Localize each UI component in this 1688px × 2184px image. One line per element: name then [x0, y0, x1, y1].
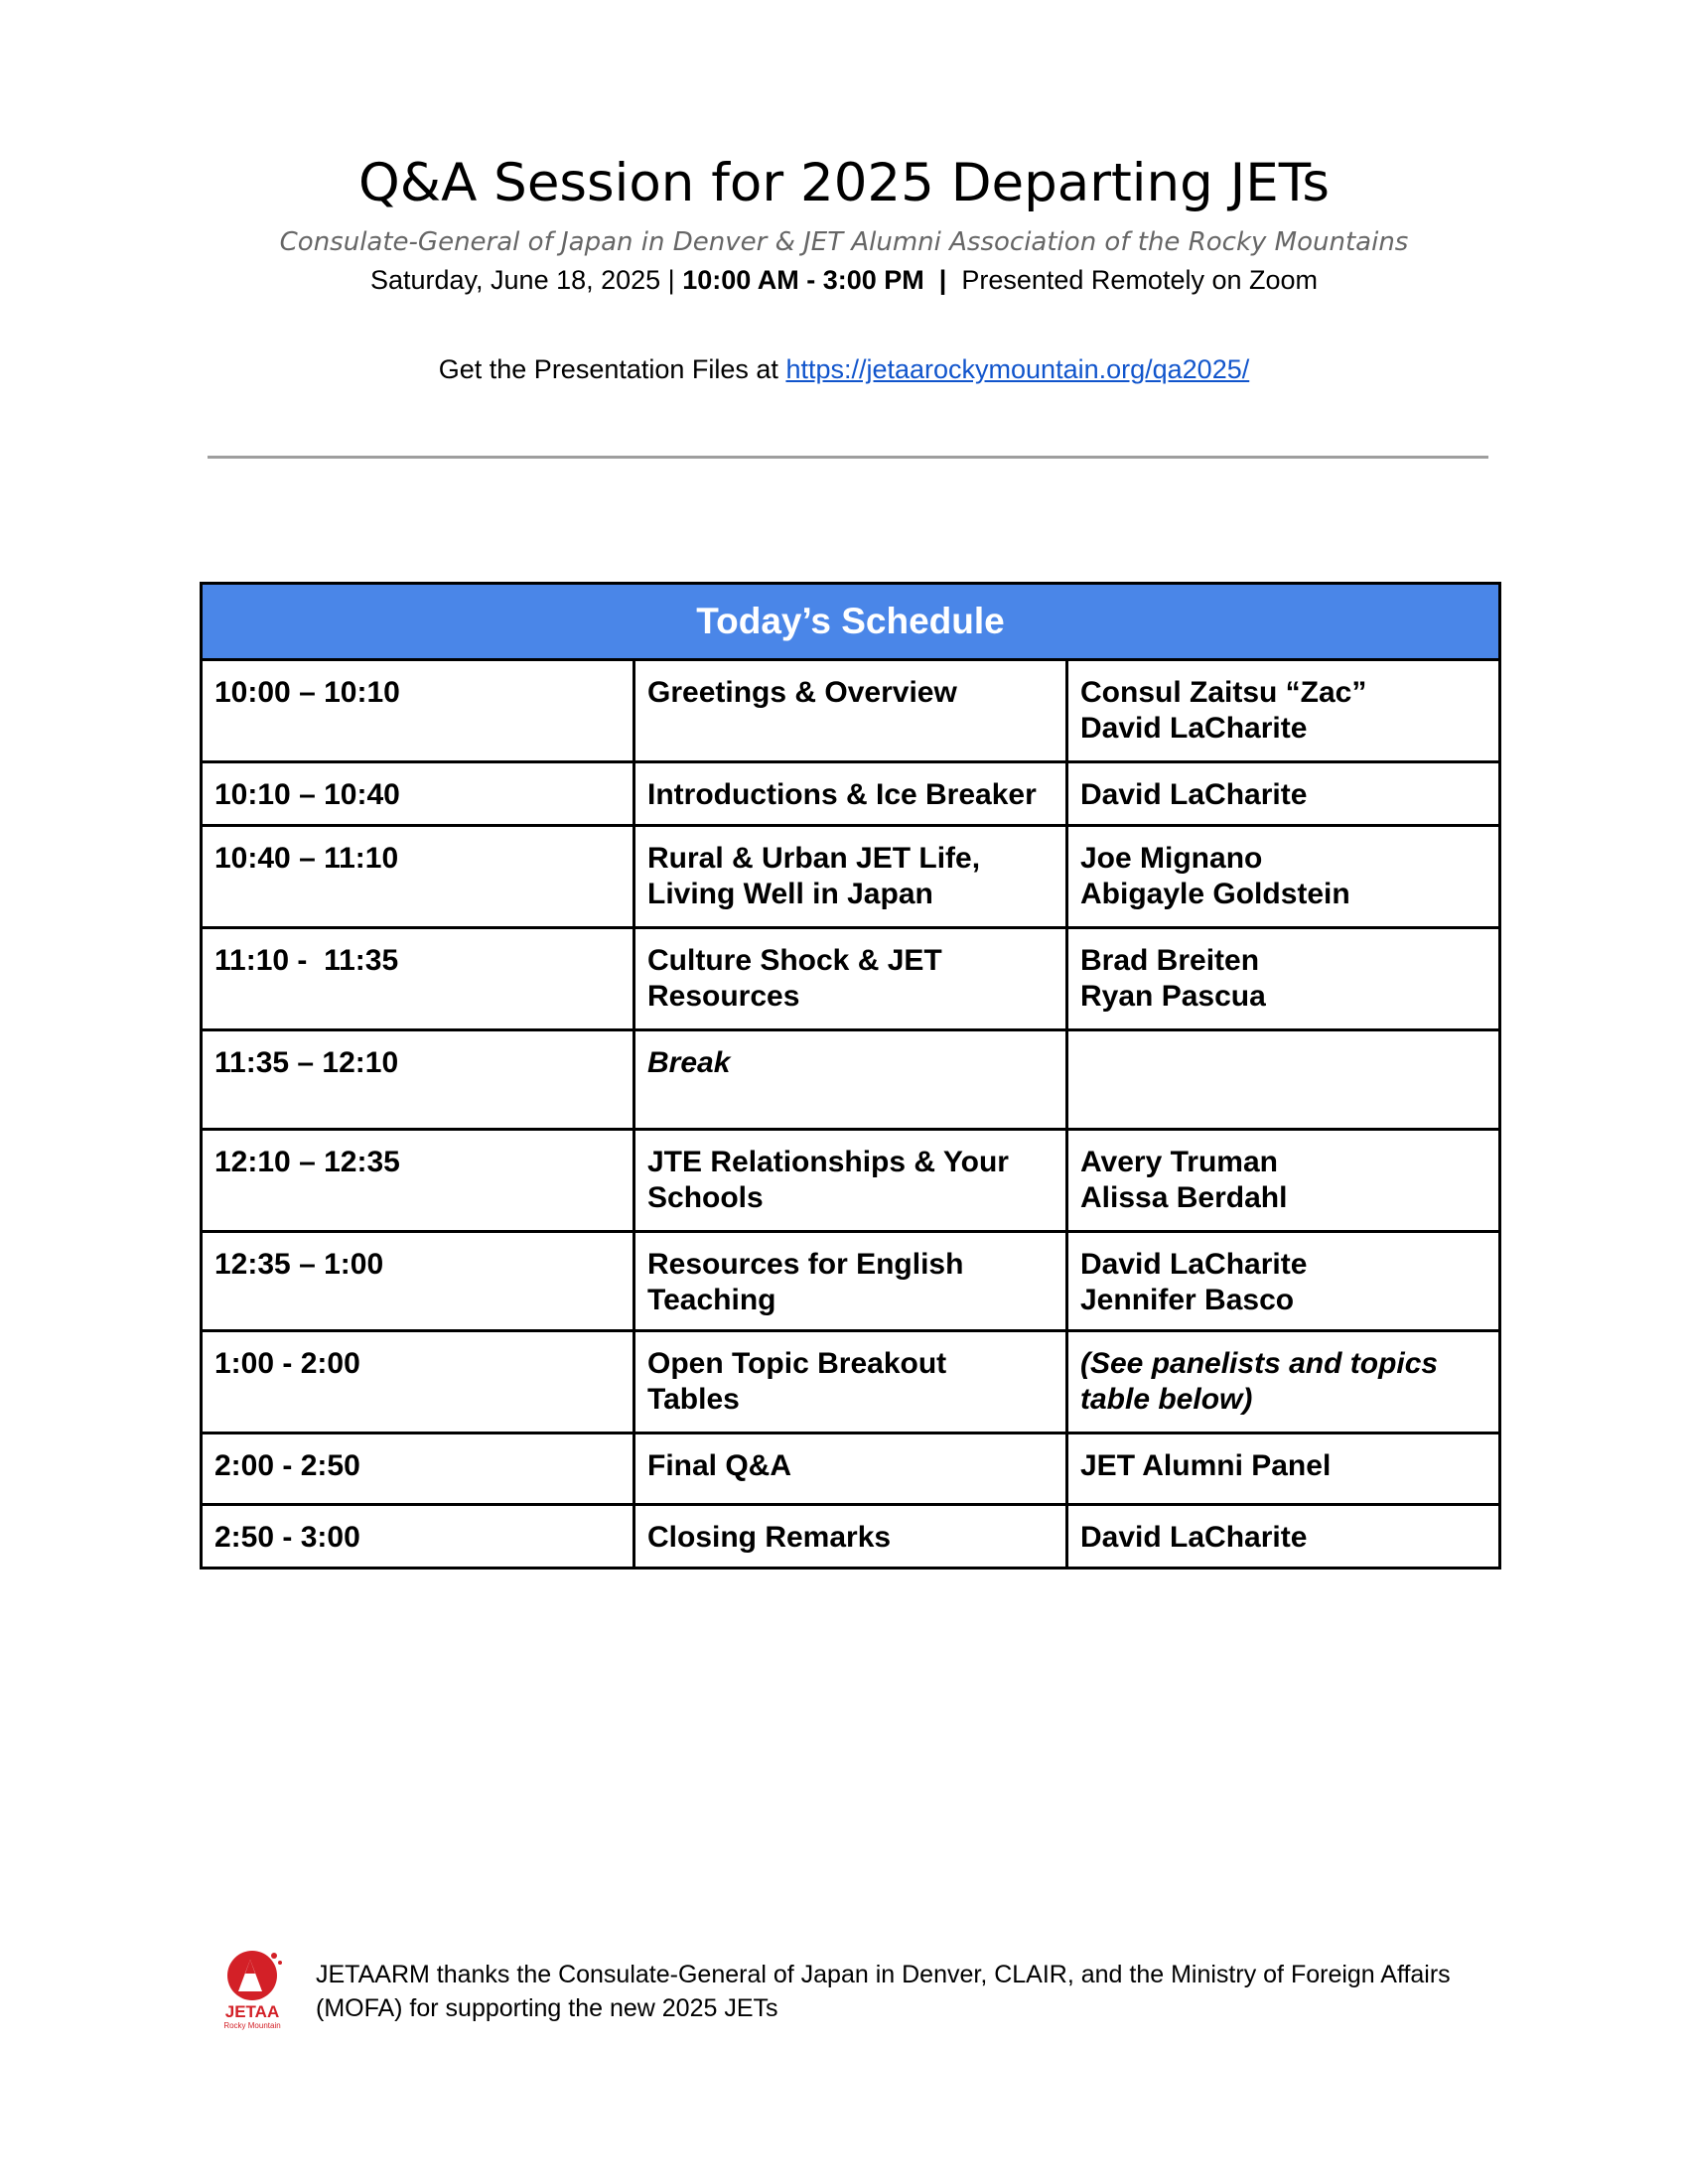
- time-cell: 10:40 – 11:10: [202, 826, 634, 928]
- session-cell: [634, 1130, 1067, 1232]
- presenter-line: Avery Truman: [1080, 1146, 1278, 1178]
- session-line: Living Well in Japan: [647, 878, 933, 910]
- session-line: Schools: [647, 1181, 764, 1214]
- session-cell: [634, 1331, 1067, 1433]
- presenter-cell: [1067, 826, 1500, 928]
- event-location: Presented Remotely on Zoom: [946, 265, 1319, 295]
- presenter-line: Ryan Pascua: [1080, 980, 1266, 1013]
- table-row: [202, 1030, 1500, 1130]
- logo-subtext: Rocky Mountain: [223, 2021, 281, 2030]
- session-cell: [634, 762, 1067, 826]
- session-line: Final Q&A: [647, 1449, 792, 1482]
- presenter-cell: [1067, 660, 1500, 762]
- presenter-cell: [1067, 1433, 1500, 1505]
- table-row: [202, 1331, 1500, 1433]
- presenter-cell: [1067, 1130, 1500, 1232]
- presenter-line: table below): [1080, 1383, 1253, 1416]
- presenter-line: David LaCharite: [1080, 1248, 1308, 1281]
- presenter-line: Joe Mignano: [1080, 842, 1263, 875]
- table-row: [202, 1232, 1500, 1331]
- presenter-line: Abigayle Goldstein: [1080, 878, 1350, 910]
- session-cell: [634, 928, 1067, 1030]
- presenter-line: David LaCharite: [1080, 778, 1308, 811]
- logo-text: JETAA: [224, 2002, 280, 2021]
- presenter-line: Brad Breiten: [1080, 944, 1260, 977]
- presenter-line: (See panelists and topics: [1080, 1347, 1439, 1380]
- session-line: Resources: [647, 980, 800, 1013]
- table-row: [202, 826, 1500, 928]
- presenter-cell: [1067, 1232, 1500, 1331]
- presenter-line: Consul Zaitsu “Zac”: [1080, 676, 1367, 709]
- presenter-cell: [1067, 1331, 1500, 1433]
- page-subtitle: Consulate-General of Japan in Denver & JET Alumni Association of the Rocky Mountains: [279, 227, 1409, 257]
- presenter-cell: [1067, 1505, 1500, 1569]
- session-line: Closing Remarks: [647, 1521, 892, 1554]
- session-cell: [634, 1505, 1067, 1569]
- session-cell: [634, 1232, 1067, 1331]
- table-row: [202, 1130, 1500, 1232]
- presenter-line: JET Alumni Panel: [1080, 1449, 1332, 1482]
- session-line: Teaching: [647, 1284, 776, 1316]
- presenter-cell: [1067, 928, 1500, 1030]
- session-cell: [634, 660, 1067, 762]
- session-line: Greetings & Overview: [647, 676, 957, 709]
- session-cell: [634, 1433, 1067, 1505]
- session-line: Break: [647, 1046, 731, 1079]
- page-title: Q&A Session for 2025 Departing JETs: [358, 153, 1330, 213]
- footer-thanks: JETAARM thanks the Consulate-General of Japan in Denver, CLAIR, and the Ministry of Foreign Affairs (MOFA) for supporting the new 2025 JETs: [316, 1961, 1451, 2022]
- table-row: [202, 762, 1500, 826]
- presenter-line: David LaCharite: [1080, 712, 1308, 745]
- time-cell: 12:35 – 1:00: [202, 1232, 634, 1331]
- time-cell: 1:00 - 2:00: [202, 1331, 634, 1433]
- event-dateline: [0, 262, 1688, 298]
- presenter-cell: [1067, 762, 1500, 826]
- session-line: Open Topic Breakout: [647, 1347, 947, 1380]
- jetaa-logo-icon: [216, 1948, 288, 2031]
- files-prefix: Get the Presentation Files at: [438, 354, 786, 384]
- session-line: Culture Shock & JET: [647, 944, 942, 977]
- presentation-files: [0, 351, 1688, 387]
- time-cell: 11:10 - 11:35: [202, 928, 634, 1030]
- table-row: [202, 660, 1500, 762]
- session-line: Introductions & Ice Breaker: [647, 778, 1037, 811]
- divider: [208, 456, 1488, 459]
- time-cell: 2:00 - 2:50: [202, 1433, 634, 1505]
- schedule-title: Today’s Schedule: [202, 584, 1500, 660]
- presenter-line: Jennifer Basco: [1080, 1284, 1295, 1316]
- presenter-line: Alissa Berdahl: [1080, 1181, 1288, 1214]
- session-line: Tables: [647, 1383, 740, 1416]
- presenter-cell: [1067, 1030, 1500, 1130]
- time-cell: 10:10 – 10:40: [202, 762, 634, 826]
- table-row: [202, 1505, 1500, 1569]
- event-date: Saturday, June 18, 2025 |: [369, 265, 683, 295]
- session-cell: [634, 826, 1067, 928]
- table-row: [202, 1433, 1500, 1505]
- presenter-line: David LaCharite: [1080, 1521, 1308, 1554]
- session-line: Resources for English: [647, 1248, 964, 1281]
- session-cell: [634, 1030, 1067, 1130]
- time-cell: 12:10 – 12:35: [202, 1130, 634, 1232]
- event-time: 10:00 AM - 3:00 PM |: [682, 265, 947, 295]
- time-cell: 11:35 – 12:10: [202, 1030, 634, 1130]
- time-cell: 2:50 - 3:00: [202, 1505, 634, 1569]
- schedule-table: [200, 582, 1501, 1570]
- time-cell: 10:00 – 10:10: [202, 660, 634, 762]
- session-line: JTE Relationships & Your: [647, 1146, 1009, 1178]
- table-row: [202, 928, 1500, 1030]
- session-line: Rural & Urban JET Life,: [647, 842, 981, 875]
- files-link[interactable]: https://jetaarockymountain.org/qa2025/: [785, 354, 1250, 384]
